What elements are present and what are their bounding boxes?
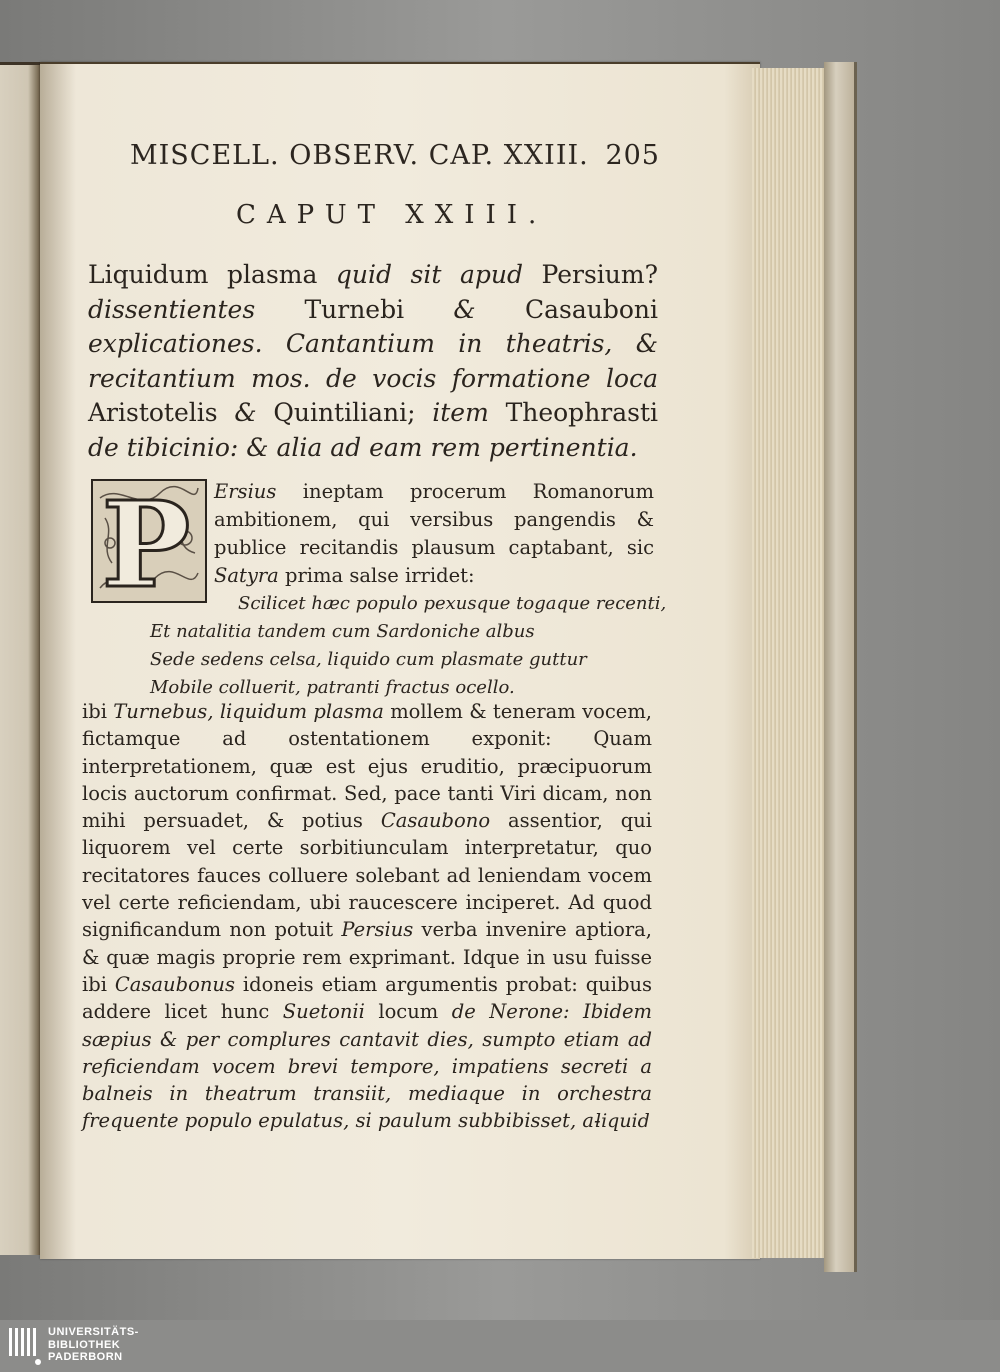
verse-line: Et natalitia tandem cum Sardoniche albus <box>150 621 535 642</box>
body-text: ibi Turnebus, liquidum plasma mollem & teneram vocem, fictamque ad ostentationem exponit: Quam interpretationem, quæ est ejus eruditio, præcipuorum locis auctorum confirmat. Sed, pace tanti Viri dicam, non mihi persuadet, & potius Casaubono assentior, qui liquorem vel certe sorbitiunculam interpretatur, quo recitatores fauces colluere solebant ad leniendam vocem vel certe reficiendam, ubi raucescere inciperet. Ad quod significandum non potuit Persius verba invenire aptiora, & quæ magis proprie rem exprimant. Idque in usu fuisse ibi Casaubonus idoneis etiam argumentis probat: quibus addere licet hunc Suetonii locum de Nerone: Ibidem sæpius & per complures cantavit dies, sumpto etiam ad reficiendam vocem brevi tempore, impatiens secreti a balneis in theatrum transiit, mediaque in orchestra frequente populo epulatus, si paulum subbibisset, a- <box>82 700 653 1133</box>
verse-line: Scilicet hæc populo pexusque togaque recenti, <box>238 593 667 614</box>
catchword: liquid <box>595 1110 650 1132</box>
body-opening: Ersius ineptam procerum Romanorum ambitionem, qui versibus pangendis & publice recitandis plausum captabant, sic Satyra prima salse irridet: <box>214 480 654 587</box>
running-header <box>130 140 660 171</box>
library-name: UNIVERSITÄTS- BIBLIOTHEK PADERBORN <box>48 1326 139 1363</box>
book-cover-edge <box>824 62 857 1272</box>
initial-letter: P <box>101 478 191 604</box>
verse-line: Sede sedens celsa, liquido cum plasmate guttur <box>150 649 587 670</box>
verse-line: Mobile colluerit, patranti fractus ocello. <box>150 677 515 698</box>
verse-quotation <box>150 590 667 702</box>
running-title: MISCELL. OBSERV. CAP. XXIII. <box>130 140 589 171</box>
decorated-initial-letter <box>90 478 208 604</box>
page-number: 205 <box>605 140 660 171</box>
page-block-edge <box>752 68 826 1258</box>
facing-page-edge <box>0 62 40 1255</box>
library-logo-icon <box>8 1326 42 1366</box>
chapter-title: CAPUT XXIII. <box>236 200 548 230</box>
chapter-summary: Liquidum plasma quid sit apud Persium? dissentientes Turnebi & Casauboni explicationes. Cantantium in theatris, & recitantium mos. de vocis formatione loca Aristotelis & Quintiliani; item Theophrasti de tibicinio: & alia ad eam rem pertinentia. <box>88 260 659 462</box>
